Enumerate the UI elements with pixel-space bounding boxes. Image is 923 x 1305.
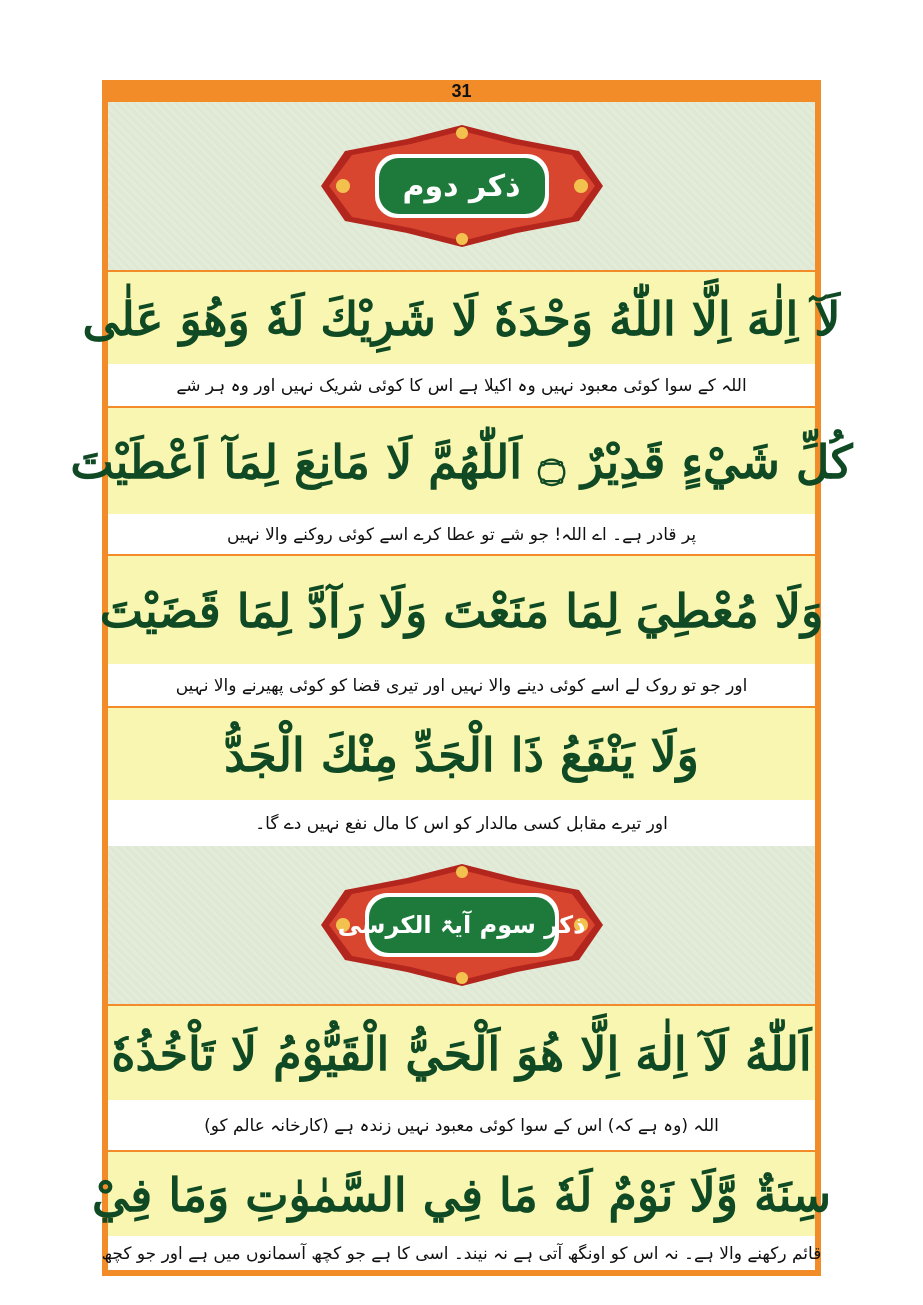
urdu-translation-line: اللہ (وہ ہے کہ) اس کے سوا کوئی معبود نہیں زندہ ہے (کارخانہ عالم کو) bbox=[108, 1100, 815, 1150]
ornamental-cartouche bbox=[317, 860, 607, 990]
urdu-translation-line: اللہ کے سوا کوئی معبود نہیں وہ اکیلا ہے اس کا کوئی شریک نہیں اور وہ ہر شے bbox=[108, 364, 815, 406]
page-content bbox=[70, 102, 853, 1270]
section-header bbox=[108, 846, 815, 1004]
arabic-verse-line: وَلَا يَنْفَعُ ذَا الْجَدِّ مِنْكَ الْجَدُّ bbox=[108, 706, 815, 804]
arabic-verse-line: سِنَةٌ وَّلَا نَوْمٌ لَهٗ مَا فِي السَّمٰوٰتِ وَمَا فِيْ bbox=[108, 1150, 815, 1240]
section-header bbox=[108, 102, 815, 270]
urdu-translation-line: اور جو تو روک لے اسے کوئی دینے والا نہیں اور تیری قضا کو کوئی پھیرنے والا نہیں bbox=[108, 664, 815, 706]
ornamental-cartouche bbox=[317, 121, 607, 251]
urdu-translation-line: پر قادر ہے۔ اے اللہ! جو شے تو عطا کرے اسے کوئی روکنے والا نہیں bbox=[108, 514, 815, 554]
arabic-verse-line: وَلَا مُعْطِيَ لِمَا مَنَعْتَ وَلَا رَآدَّ لِمَا قَضَيْتَ bbox=[108, 554, 815, 668]
section-title: ذکر سوم آیۃ الکرسی bbox=[337, 911, 586, 939]
arabic-verse-line: اَللّٰهُ لَآ اِلٰهَ اِلَّا هُوَ اَلْحَيُّ الْقَيُّوْمُ لَا تَاْخُذُهٗ bbox=[108, 1004, 815, 1104]
urdu-translation-line: اور تیرے مقابل کسی مالدار کو اس کا مال نفع نہیں دے گا۔ bbox=[108, 800, 815, 846]
page-frame bbox=[70, 80, 853, 1276]
page-number: 31 bbox=[451, 81, 472, 101]
arabic-verse-line: لَآ اِلٰهَ اِلَّا اللّٰهُ وَحْدَهٗ لَا شَرِيْكَ لَهٗ وَهُوَ عَلٰى bbox=[108, 270, 815, 368]
urdu-translation-line: قائم رکھنے والا ہے۔ نہ اس کو اونگھ آتی ہے نہ نیند۔ اسی کا ہے جو کچھ آسمانوں میں ہے اور جو کچھ bbox=[108, 1236, 815, 1270]
section-title: ذکر دوم bbox=[402, 168, 521, 204]
arabic-verse-line: كُلِّ شَيْءٍ قَدِيْرٌ ۝ اَللّٰهُمَّ لَا مَانِعَ لِمَآ اَعْطَيْتَ bbox=[108, 406, 815, 518]
